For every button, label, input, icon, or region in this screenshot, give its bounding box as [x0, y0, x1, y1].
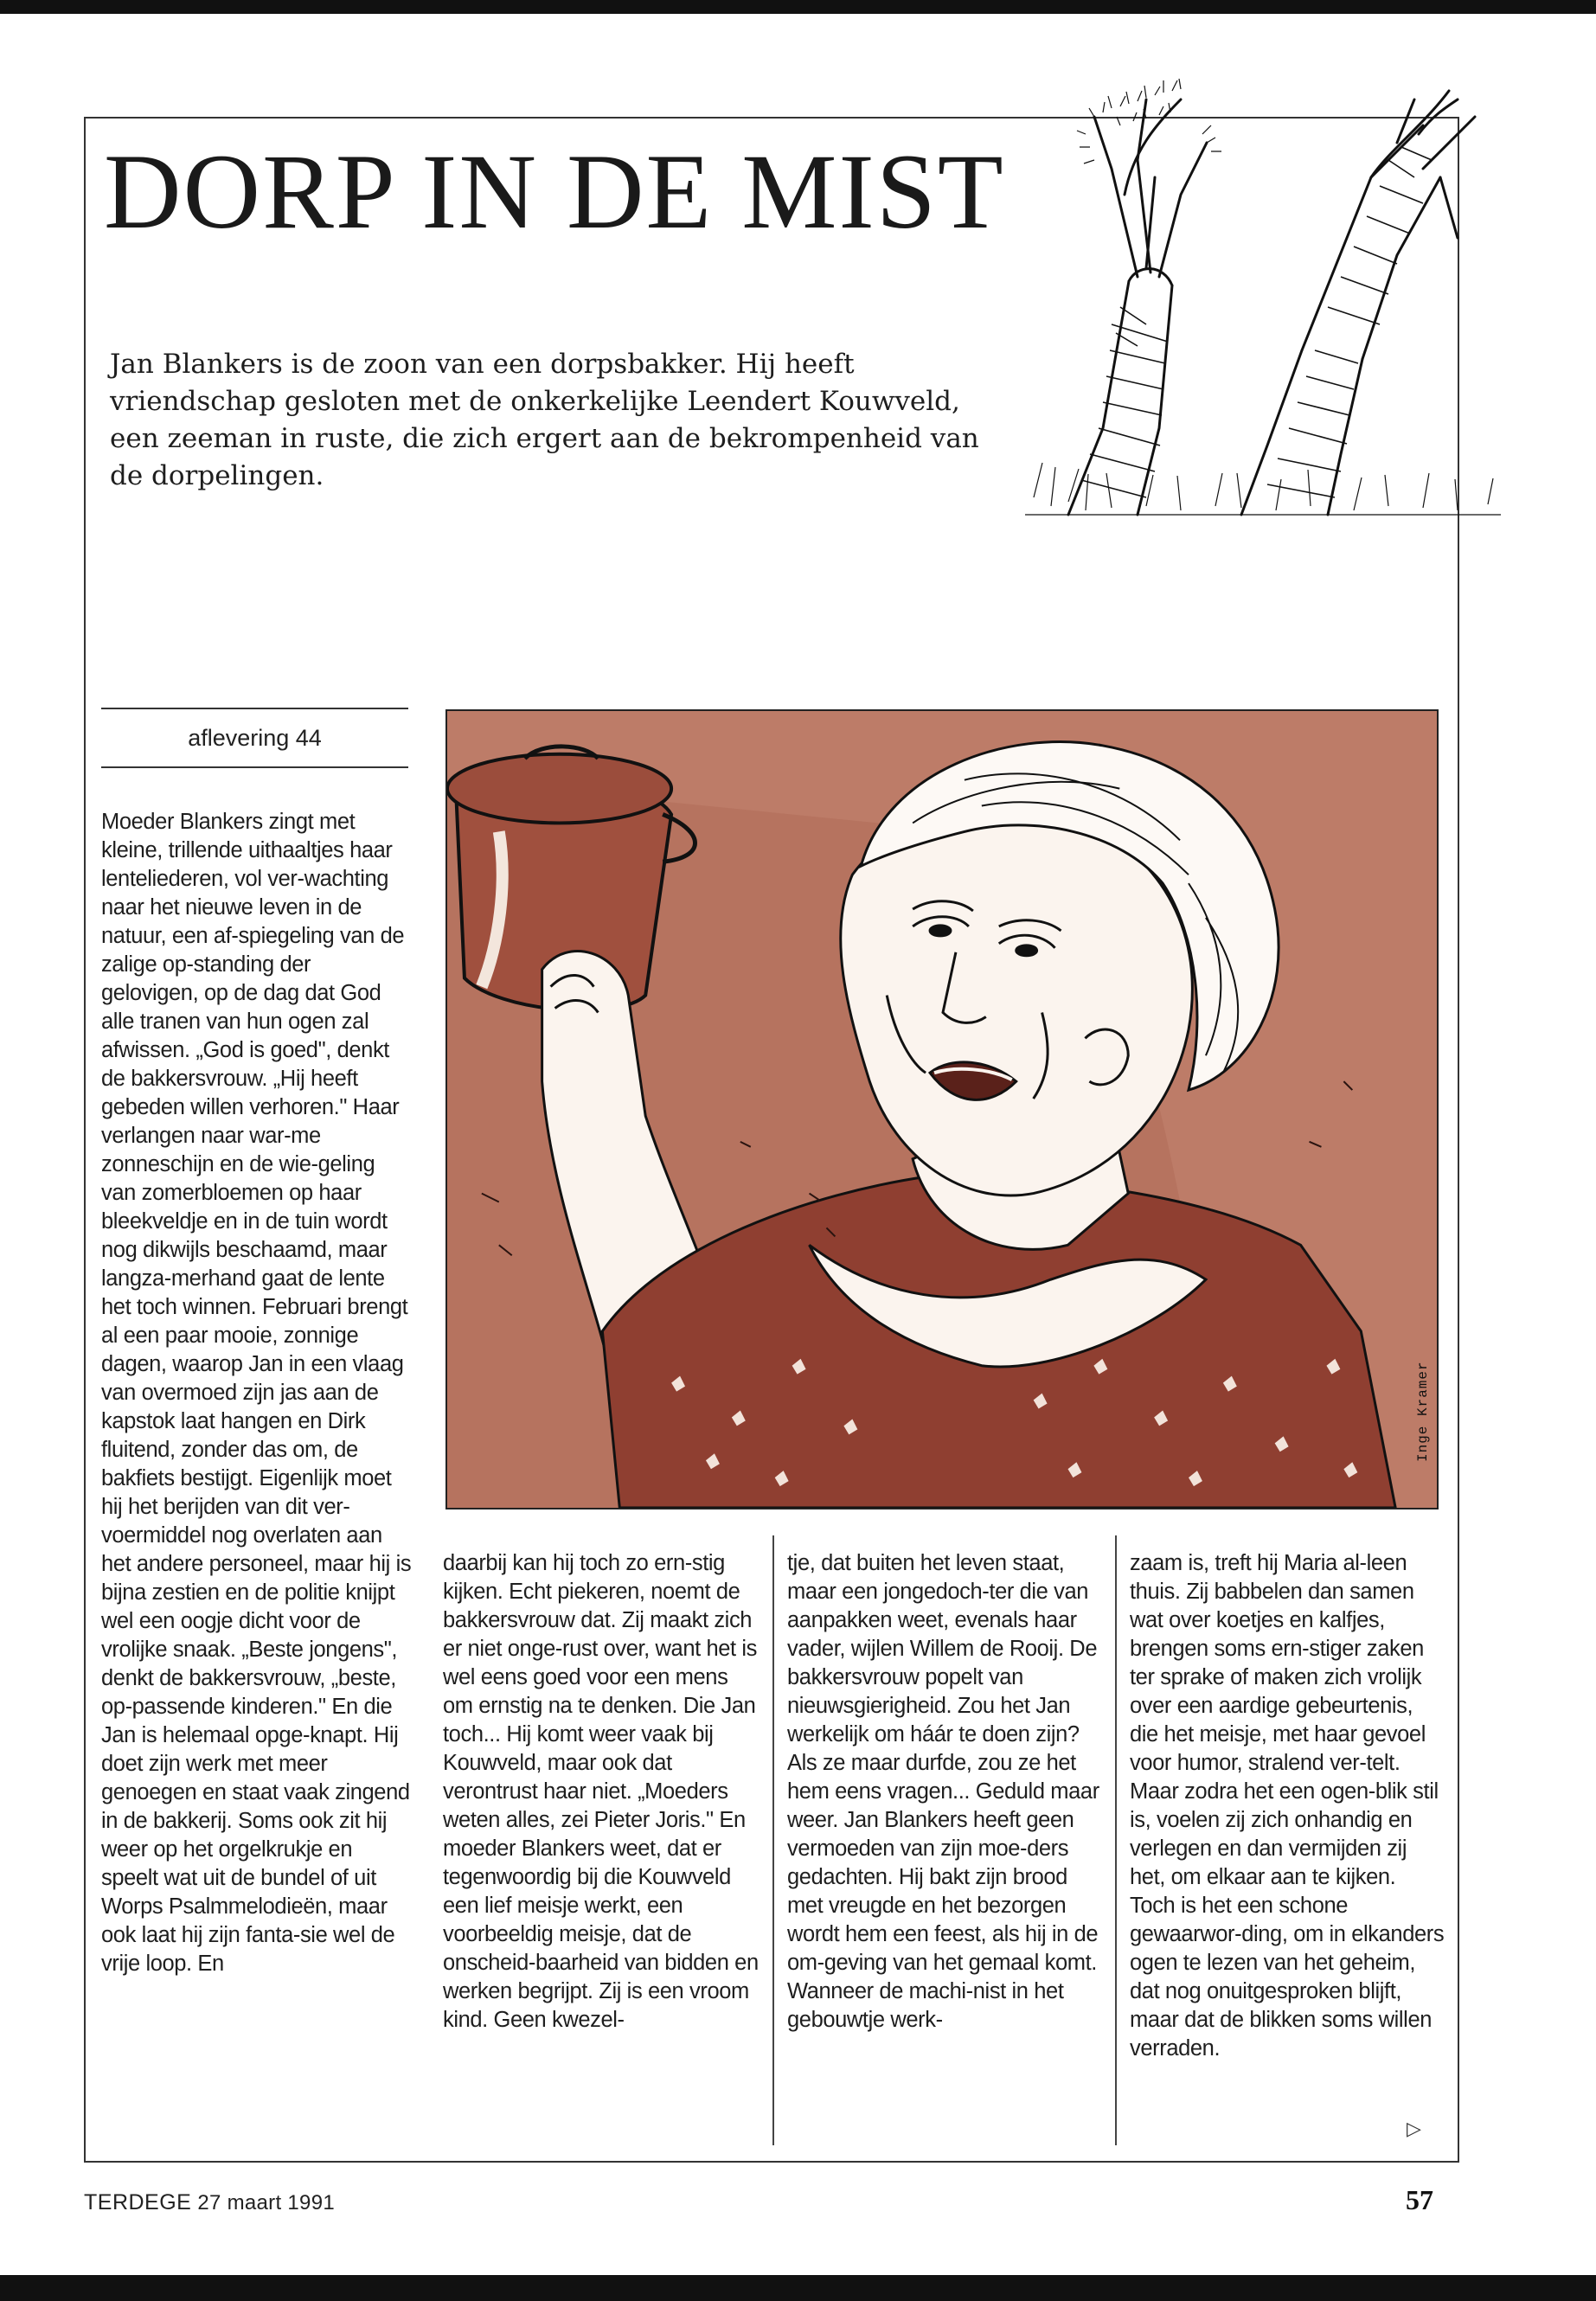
text-column-3: tje, dat buiten het leven staat, maar een jongedoch-ter die van aanpakken weet, evenals haar vader, wijlen Willem de Rooij. De bakkersvrouw popelt van nieuwsgierigheid. Zou het Jan werkelijk om háár te doen zijn? Als ze maar durfde, zou ze het hem eens vragen... Geduld maar weer. Jan Blankers heeft geen vermoeden van zijn moe-ders gedachten. Hij bakt zijn brood met vreugde en het bezorgen wordt hem een feest, als hij in de om-geving van het gemaal komt. Wanneer de machi-nist in het gebouwtje werk- — [787, 1551, 1099, 2032]
scan-top-edge — [0, 0, 1596, 14]
page-number: 57 — [1406, 2184, 1433, 2215]
scan-bottom-edge — [0, 2275, 1596, 2301]
text-column-1: Moeder Blankers zingt met kleine, trillende uithaaltjes haar lenteliederen, vol ver-wachting naar het nieuwe leven in de natuur, een af-spiegeling van de zalige op-standing der gelovigen, op de dag dat God alle tranen van hun ogen zal afwissen. „God is goed", denkt de bakkersvrouw. „Hij heeft gebeden willen verhoren." Haar verlangen naar war-me zonneschijn en de wie-geling van zomerbloemen op haar bleekveldje en in de tuin wordt nog dikwijls beschaamd, maar langza-merhand gaat de lente het toch winnen. Februari brengt al een paar mooie, zonnige dagen, waarop Jan in een vlaag van overmoed zijn jas aan de kapstok laat hangen en Dirk fluitend, zonder das om, de bakfiets bestijgt. Eigenlijk moet hij het berijden van dit ver-voermiddel nog overlaten aan het andere personeel, maar hij is bijna zestien en de politie knijpt wel een oogje dicht voor de vrolijke snaak. „Beste jongens", denkt de bakkersvrouw, „beste, op-passende kinderen." En die Jan is helemaal opge-knapt. Hij doet zijn werk met meer genoegen en staat vaak zingend in de bakkerij. Soms ook zit hij weer op het orgelkrukje en speelt wat uit de bundel of uit Worps Psalmmelodieën, maar ook laat hij zijn fanta-sie wel de vrije loop. En — [101, 810, 412, 1976]
article-title: DORP IN DE MIST — [104, 132, 1005, 251]
publication-date: 27 maart 1991 — [197, 2191, 335, 2214]
continue-arrow-icon: ▷ — [1407, 2118, 1421, 2139]
illustration-woman-with-pan — [445, 709, 1439, 1509]
text-column-4: zaam is, treft hij Maria al-leen thuis. Zij babbelen dan samen wat over koetjes en kalfjes, brengen soms ern-stiger zaken ter sprake of maken zich vrolijk over een aardige gebeurtenis, die het meisje, met haar gevoel voor humor, stralend ver-telt. Maar zodra het een ogen-blik stil is, voelen zij zich onhandig en verlegen en dan vermijden zij het, om elkaar aan te kijken. Toch is het een schone gewaarwor-ding, om in elkanders ogen te lezen van het geheim, dat nog onuitgesproken blijft, maar dat de blikken soms willen verraden. — [1130, 1551, 1445, 2061]
article-lead: Jan Blankers is de zoon van een dorpsbakker. Hij heeft vriendschap gesloten met de onkerkelijke Leendert Kouwveld, een zeeman in ruste, die zich ergert aan de bekrompenheid van de dorpelingen. — [110, 349, 979, 491]
column-rule — [1115, 1535, 1117, 2145]
illustration-credit: Inge Kramer — [1415, 1361, 1431, 1462]
column-rule — [772, 1535, 774, 2145]
footer-publication-line — [84, 2190, 335, 2215]
episode-label: aflevering 44 — [101, 708, 408, 768]
text-column-2: daarbij kan hij toch zo ern-stig kijken. Echt piekeren, noemt de bakkersvrouw dat. Zij maakt zich er niet onge-rust over, want het is wel eens goed voor een mens om ernstig na te denken. Die Jan toch... Hij komt weer vaak bij Kouwveld, maar ook dat verontrust haar niet. „Moeders weten alles, zei Pieter Joris." En moeder Blankers weet, dat er tegenwoordig bij die Kouwveld een lief meisje werkt, een voorbeeldig meisje, dat de onscheid-baarheid van bidden en werken begrijpt. Zij is een vroom kind. Geen kwezel- — [443, 1551, 759, 2032]
publication-name: TERDEGE — [84, 2190, 192, 2214]
pollard-willows-drawing — [1008, 65, 1509, 532]
